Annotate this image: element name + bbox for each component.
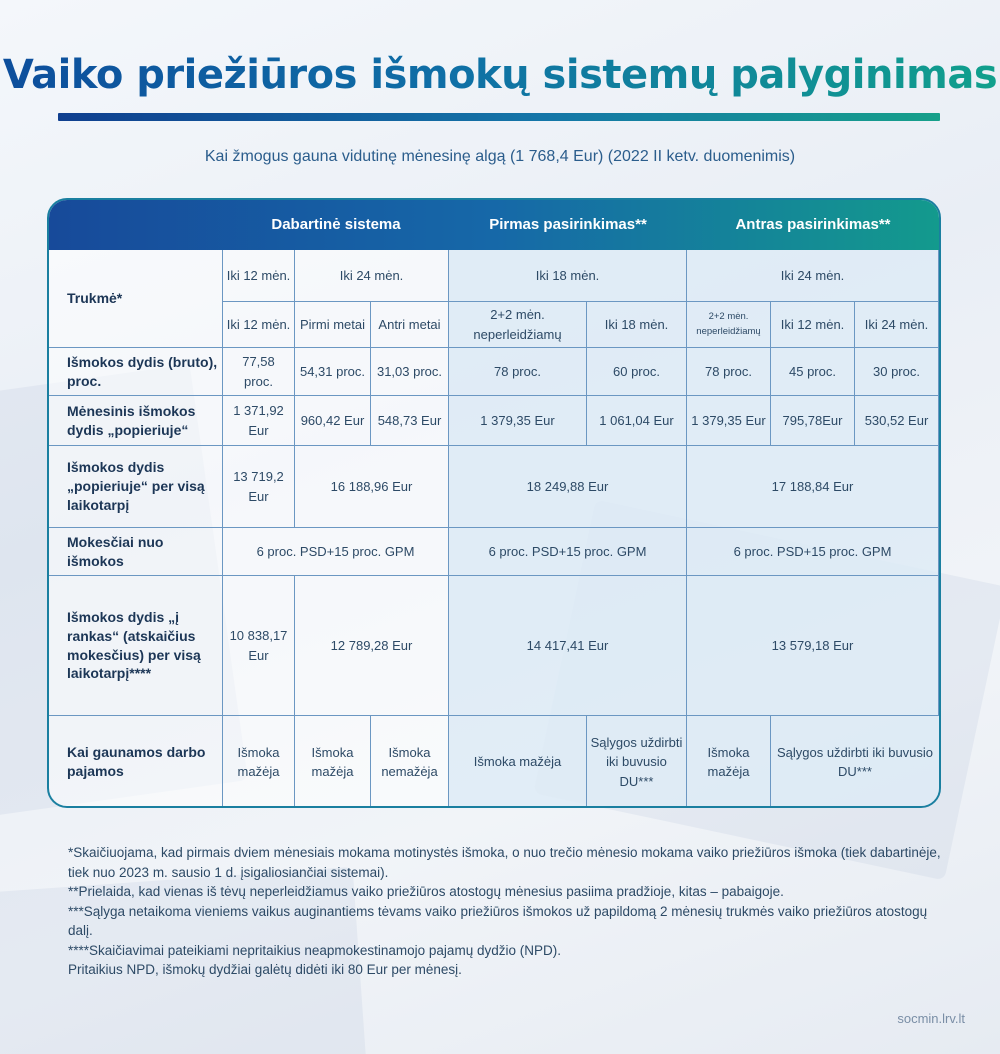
taxes-value: 6 proc. PSD+15 proc. GPM <box>687 528 939 576</box>
site-url: socmin.lrv.lt <box>897 1011 965 1026</box>
row-label-total: Išmokos dydis „popieriuje“ per visą laikotarpį <box>49 446 223 528</box>
gross-value: 54,31 proc. <box>295 348 371 396</box>
net-value: 13 579,18 Eur <box>687 576 939 716</box>
duration-current-24: Iki 24 mėn. <box>295 250 449 302</box>
title-underline <box>58 113 940 121</box>
gross-value: 60 proc. <box>587 348 687 396</box>
work-value: Sąlygos uždirbti iki buvusio DU*** <box>771 716 939 808</box>
duration-sub: 2+2 mėn. neperleidžiamų <box>449 302 587 348</box>
gross-value: 45 proc. <box>771 348 855 396</box>
row-label-net: Išmokos dydis „į rankas“ (atskaičius mokesčius) per visą laikotarpį**** <box>49 576 223 716</box>
total-value: 13 719,2 Eur <box>223 446 295 528</box>
duration-sub: Iki 24 mėn. <box>855 302 939 348</box>
total-value: 17 188,84 Eur <box>687 446 939 528</box>
footnote: *Skaičiuojama, kad pirmais dviem mėnesiais mokama motinystės išmoka, o nuo trečio mėnesio mokama vaiko priežiūros išmoka (tiek dabartinėje, tiek nuo 2023 m. sausio 1 d. įsigaliosiančiai sistemai). <box>68 845 941 880</box>
gross-value: 30 proc. <box>855 348 939 396</box>
work-value: Sąlygos uždirbti iki buvusio DU*** <box>587 716 687 808</box>
footnote: **Prielaida, kad vienas iš tėvų neperleidžiamus vaiko priežiūros atostogų mėnesius pasiima pradžioje, kitas – pabaigoje. <box>68 884 784 899</box>
header-current-system: Dabartinė sistema <box>271 216 401 233</box>
header-first-option: Pirmas pasirinkimas** <box>489 216 647 233</box>
duration-sub: Iki 12 mėn. <box>223 302 295 348</box>
gross-value: 31,03 proc. <box>371 348 449 396</box>
footnotes <box>68 843 948 980</box>
monthly-value: 530,52 Eur <box>855 396 939 446</box>
monthly-value: 548,73 Eur <box>371 396 449 446</box>
header-second-option: Antras pasirinkimas** <box>735 216 891 233</box>
total-value: 18 249,88 Eur <box>449 446 687 528</box>
gross-value: 78 proc. <box>449 348 587 396</box>
row-label-gross: Išmokos dydis (bruto), proc. <box>49 348 223 396</box>
duration-first: Iki 18 mėn. <box>449 250 687 302</box>
comparison-table <box>47 198 941 808</box>
footnote: ****Skaičiavimai pateikiami nepritaikius neapmokestinamojo pajamų dydžio (NPD). <box>68 942 561 958</box>
work-value: Išmoka mažėja <box>449 716 587 808</box>
work-value: Išmoka nemažėja <box>371 716 449 808</box>
footnote: ***Sąlyga netaikoma vieniems vaikus auginantiems tėvams vaiko priežiūros išmokos už papildomą 2 mėnesių trukmės vaiko priežiūros atostogų dalį. <box>68 903 928 938</box>
duration-sub: Iki 18 mėn. <box>587 302 687 348</box>
row-label-taxes: Mokesčiai nuo išmokos <box>49 528 223 576</box>
total-value: 16 188,96 Eur <box>295 446 449 528</box>
monthly-value: 795,78Eur <box>771 396 855 446</box>
row-label-monthly: Mėnesinis išmokos dydis „popieriuje“ <box>49 396 223 446</box>
monthly-value: 1 379,35 Eur <box>687 396 771 446</box>
page-subtitle: Kai žmogus gauna vidutinę mėnesinę algą (1 768,4 Eur) (2022 II ketv. duomenimis) <box>204 148 796 165</box>
page-title: Vaiko priežiūros išmokų sistemų palyginimas <box>0 52 1000 98</box>
duration-sub: Pirmi metai <box>295 302 371 348</box>
taxes-value: 6 proc. PSD+15 proc. GPM <box>449 528 687 576</box>
footnote: Pritaikius NPD, išmokų dydžiai galėtų didėti iki 80 Eur per mėnesį. <box>68 962 462 977</box>
duration-sub: Iki 12 mėn. <box>771 302 855 348</box>
table-header <box>49 200 939 250</box>
net-value: 10 838,17 Eur <box>223 576 295 716</box>
gross-value: 78 proc. <box>687 348 771 396</box>
monthly-value: 1 371,92 Eur <box>223 396 295 446</box>
net-value: 14 417,41 Eur <box>449 576 687 716</box>
work-value: Išmoka mažėja <box>687 716 771 808</box>
monthly-value: 1 061,04 Eur <box>587 396 687 446</box>
duration-current-12: Iki 12 mėn. <box>223 250 295 302</box>
net-value: 12 789,28 Eur <box>295 576 449 716</box>
gross-value: 77,58 proc. <box>223 348 295 396</box>
taxes-value: 6 proc. PSD+15 proc. GPM <box>223 528 449 576</box>
row-label-duration: Trukmė* <box>49 250 223 348</box>
monthly-value: 1 379,35 Eur <box>449 396 587 446</box>
work-value: Išmoka mažėja <box>223 716 295 808</box>
monthly-value: 960,42 Eur <box>295 396 371 446</box>
work-value: Išmoka mažėja <box>295 716 371 808</box>
row-label-work: Kai gaunamos darbo pajamos <box>49 716 223 808</box>
duration-sub: Antri metai <box>371 302 449 348</box>
duration-sub: 2+2 mėn. neperleidžiamų <box>687 302 771 348</box>
duration-second: Iki 24 mėn. <box>687 250 939 302</box>
